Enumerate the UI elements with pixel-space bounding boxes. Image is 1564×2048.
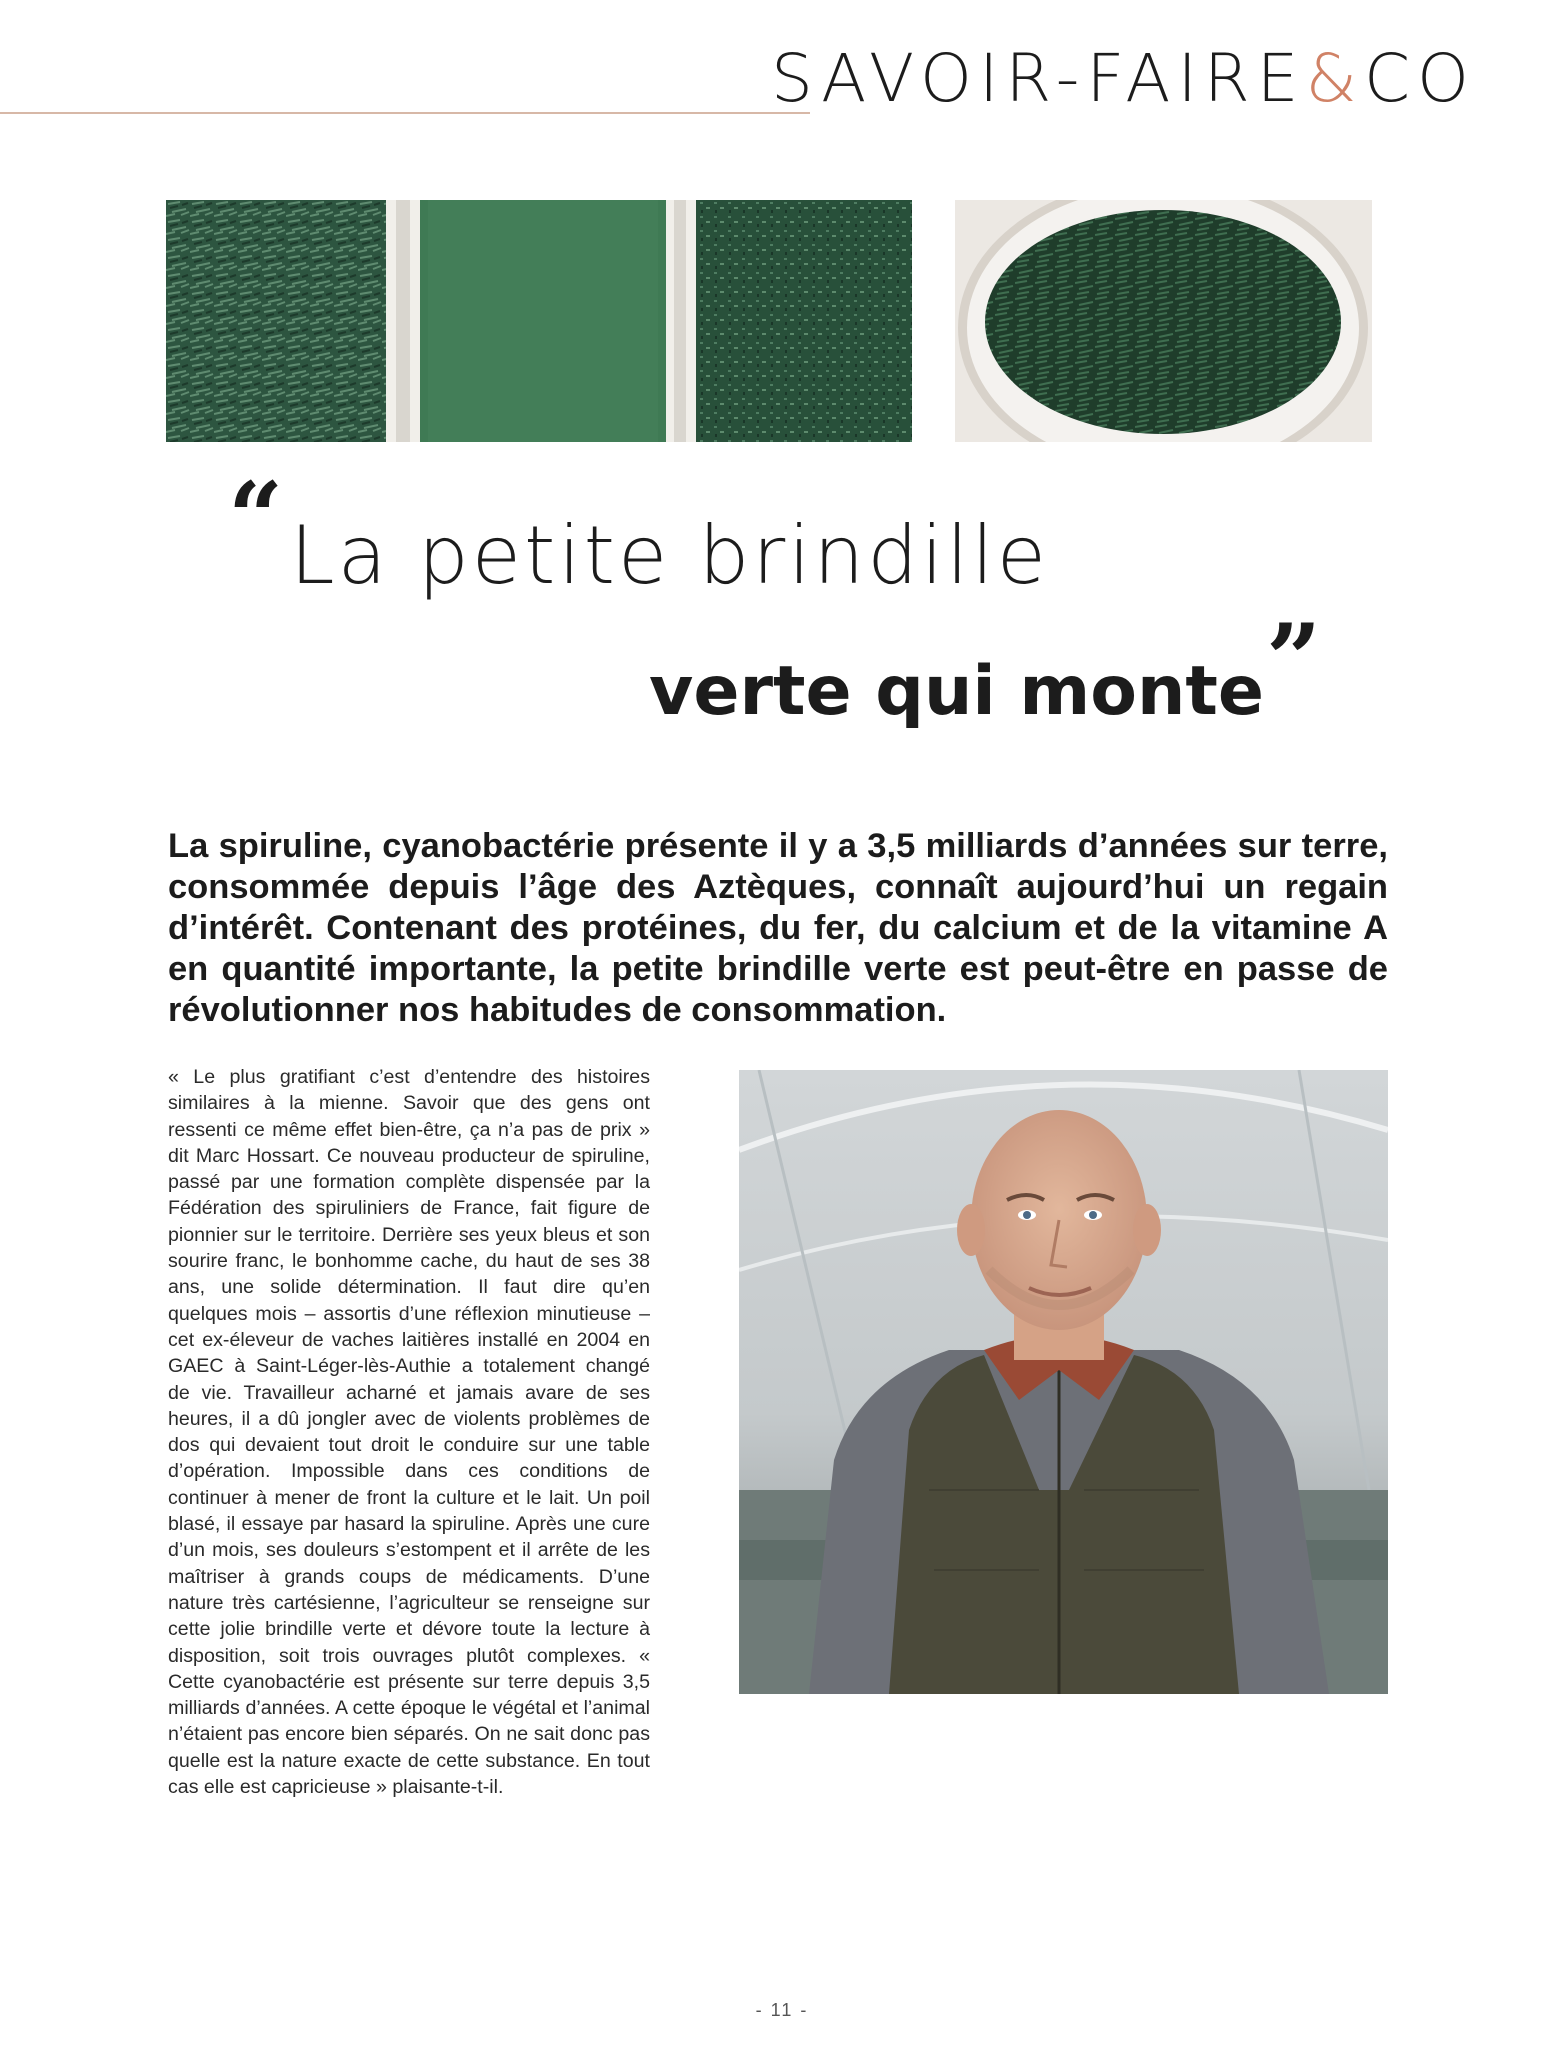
lead-paragraph: La spiruline, cyanobactérie présente il y a 3,5 milliards d’années sur terre, consommée depuis l’âge des Aztèques, connaît aujourd’hui un regain d’intérêt. Contenant des protéines, du fer, du calcium et de la vitamine A en quantité importante, la petite brindille verte est peut-être en passe de révolutionner nos habitudes de consommation. <box>168 827 1388 1029</box>
opening-quote-mark: “ <box>228 461 284 574</box>
headline-line-2: verte qui monte <box>649 652 1264 731</box>
producer-portrait-photo <box>739 1070 1388 1694</box>
page-number: - 11 - <box>755 2000 809 2020</box>
spirulina-textures-image <box>166 200 912 442</box>
spirulina-bowl-photo <box>955 200 1372 442</box>
magazine-section-title <box>770 40 1476 117</box>
spirulina-textures-photo <box>166 200 912 442</box>
headline-line-1: La petite brindille <box>290 509 1049 602</box>
brand-ampersand: & <box>1305 40 1364 117</box>
article-body: « Le plus gratifiant c’est d’entendre des histoires similaires à la mienne. Savoir que des gens ont ressenti ce même effet bien-être, ça n’a pas de prix » dit Marc Hossart. Ce nouveau producteur de spiruline, passé par une formation complète dispensée par la Fédération des spiruliniers de France, fait figure de pionnier sur le territoire. Derrière ses yeux bleus et son sourire franc, le bonhomme cache, du haut de ses 38 ans, une solide détermination. Il faut dire qu’en quelques mois – assortis d’une réflexion minutieuse – cet ex-éleveur de vaches laitières installé en 2004 en GAEC à Saint-Léger-lès-Authie a totalement changé de vie. Travailleur acharné et jamais avare de ses heures, il a dû jongler avec de violents problèmes de dos qui devaient tout droit le conduire sur une table d’opération. Impossible dans ces conditions de continuer à mener de front la culture et le lait. Un poil blasé, il essaye par hasard la spiruline. Après une cure d’un mois, ses douleurs s’estompent et il arrête de les maîtriser à grands coups de médicaments. D’une nature très cartésienne, l’agriculteur se renseigne sur cette jolie brindille verte et dévore toute la lecture à disposition, soit trois ouvrages plutôt complexes. « Cette cyanobactérie est présente sur terre depuis 3,5 milliards d’années. A cette époque le végétal et l’animal n’étaient pas encore bien séparés. On ne sait donc pas quelle est la nature exacte de cette substance. En tout cas elle est capricieuse » plaisante-t-il. <box>168 1066 650 1799</box>
spirulina-bowl-image <box>955 200 1372 442</box>
brand-text: SAVOIR-FAIRE <box>770 40 1306 117</box>
brand-text-co: CO <box>1363 40 1476 117</box>
closing-quote-mark: ” <box>1266 603 1322 716</box>
producer-portrait-image <box>739 1070 1388 1694</box>
header-rule <box>0 112 810 114</box>
